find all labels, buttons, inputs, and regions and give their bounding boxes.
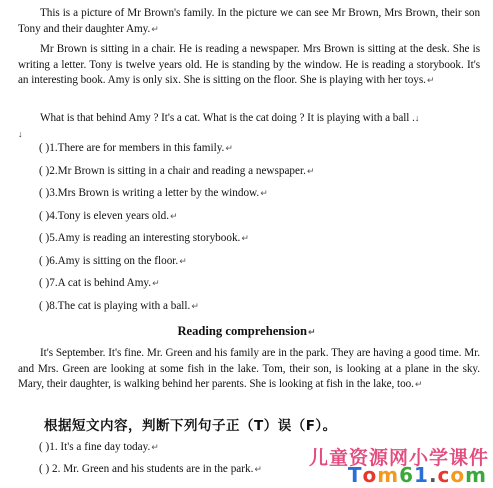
watermark-logo-letter: m bbox=[377, 463, 400, 487]
line-break-mark: ↓ bbox=[18, 129, 23, 139]
watermark-logo-letter: 6 bbox=[399, 463, 415, 487]
section-title-text: Reading comprehension bbox=[177, 324, 308, 338]
paragraph-mark: ↵ bbox=[308, 328, 316, 338]
question-text: ( )5.Amy is reading an interesting storybook. bbox=[39, 232, 241, 244]
paragraph-mark: ↵ bbox=[414, 380, 423, 391]
passage2-instruction: 根据短文内容，判断下列句子正（T）误（F）。 bbox=[44, 418, 337, 434]
paragraph-mark: ↵ bbox=[241, 234, 249, 244]
question-text: ( )6.Amy is sitting on the floor. bbox=[39, 255, 179, 267]
watermark-logo-letter: o bbox=[362, 463, 378, 487]
paragraph-mark: ↵ bbox=[152, 279, 160, 289]
paragraph-mark: ↵ bbox=[170, 212, 178, 222]
paragraph-mark: ↵ bbox=[179, 257, 187, 267]
question-text: ( )1. It's a fine day today. bbox=[39, 441, 151, 453]
passage1-paragraph2-text: Mr Brown is sitting in a chair. He is reading a newspaper. Mrs Brown is sitting at the desk. She is writing a letter. Tony is twelve years old. He is standing by the window. He is reading a storybook. It's an interesting book. Amy is only six. She is sitting on the floor. She is playing with her toys. bbox=[18, 43, 480, 87]
question-text: ( )3.Mrs Brown is writing a letter by the window. bbox=[39, 187, 260, 199]
watermark-logo-letter: c bbox=[437, 463, 451, 487]
passage1-paragraph3-text: What is that behind Amy ? It's a cat. What is the cat doing ? It is playing with a ball . bbox=[40, 112, 415, 124]
paragraph-mark: ↵ bbox=[225, 144, 233, 154]
question-text: ( ) 2. Mr. Green and his students are in the park. bbox=[39, 463, 254, 475]
watermark-logo-letter: . bbox=[428, 463, 438, 487]
passage1-paragraph3 bbox=[18, 111, 480, 127]
passage1-question-7 bbox=[39, 276, 160, 292]
watermark-logo-letter: T bbox=[347, 463, 363, 487]
passage2-paragraph1-text: It's September. It's fine. Mr. Green and his family are in the park. They are having a good time. Mr. and Mrs. Green are looking at some fish in the lake. Tom, their son, is looking at a plane in the sky. Mary, their daughter, is walking behind her parents. She is looking at fish in the lake, too. bbox=[18, 347, 480, 391]
passage1-question-3 bbox=[39, 186, 268, 202]
question-text: ( )2.Mr Brown is sitting in a chair and reading a newspaper. bbox=[39, 165, 306, 177]
question-text: ( )8.The cat is playing with a ball. bbox=[39, 300, 191, 312]
section-title bbox=[0, 323, 493, 341]
watermark-logo-letter: m bbox=[465, 463, 487, 487]
passage1-question-2 bbox=[39, 164, 314, 180]
passage1-question-6 bbox=[39, 254, 187, 270]
passage1-paragraph1 bbox=[18, 6, 480, 38]
line-break-mark-standalone bbox=[18, 127, 23, 142]
passage2-paragraph1 bbox=[18, 346, 480, 394]
passage1-question-8 bbox=[39, 299, 199, 315]
paragraph-mark: ↵ bbox=[260, 189, 268, 199]
passage2-question-2 bbox=[39, 462, 262, 478]
line-break-mark: ↓ bbox=[414, 113, 420, 123]
passage1-paragraph2 bbox=[18, 42, 480, 90]
question-text: ( )4.Tony is eleven years old. bbox=[39, 210, 170, 222]
watermark-logo-letter: o bbox=[450, 463, 466, 487]
paragraph-mark: ↵ bbox=[306, 167, 315, 177]
paragraph-mark: ↵ bbox=[254, 465, 262, 475]
passage1-question-5 bbox=[39, 231, 249, 247]
passage1-paragraph1-text: This is a picture of Mr Brown's family. In the picture we can see Mr Brown, Mrs Brown, their son Tony and their daughter Amy. bbox=[18, 7, 480, 35]
passage1-question-4 bbox=[39, 209, 178, 225]
question-text: ( )1.There are for members in this family. bbox=[39, 142, 225, 154]
paragraph-mark: ↵ bbox=[151, 24, 159, 35]
watermark-site-name: 儿童资源网小学课件 bbox=[308, 447, 489, 469]
passage1-question-1 bbox=[39, 141, 233, 157]
watermark-logo bbox=[348, 463, 487, 487]
paragraph-mark: ↵ bbox=[151, 443, 159, 453]
paragraph-mark: ↵ bbox=[426, 76, 435, 87]
paragraph-mark: ↵ bbox=[191, 302, 199, 312]
question-text: ( )7.A cat is behind Amy. bbox=[39, 277, 152, 289]
passage2-question-1 bbox=[39, 440, 159, 456]
watermark-logo-letter: 1 bbox=[414, 463, 429, 487]
